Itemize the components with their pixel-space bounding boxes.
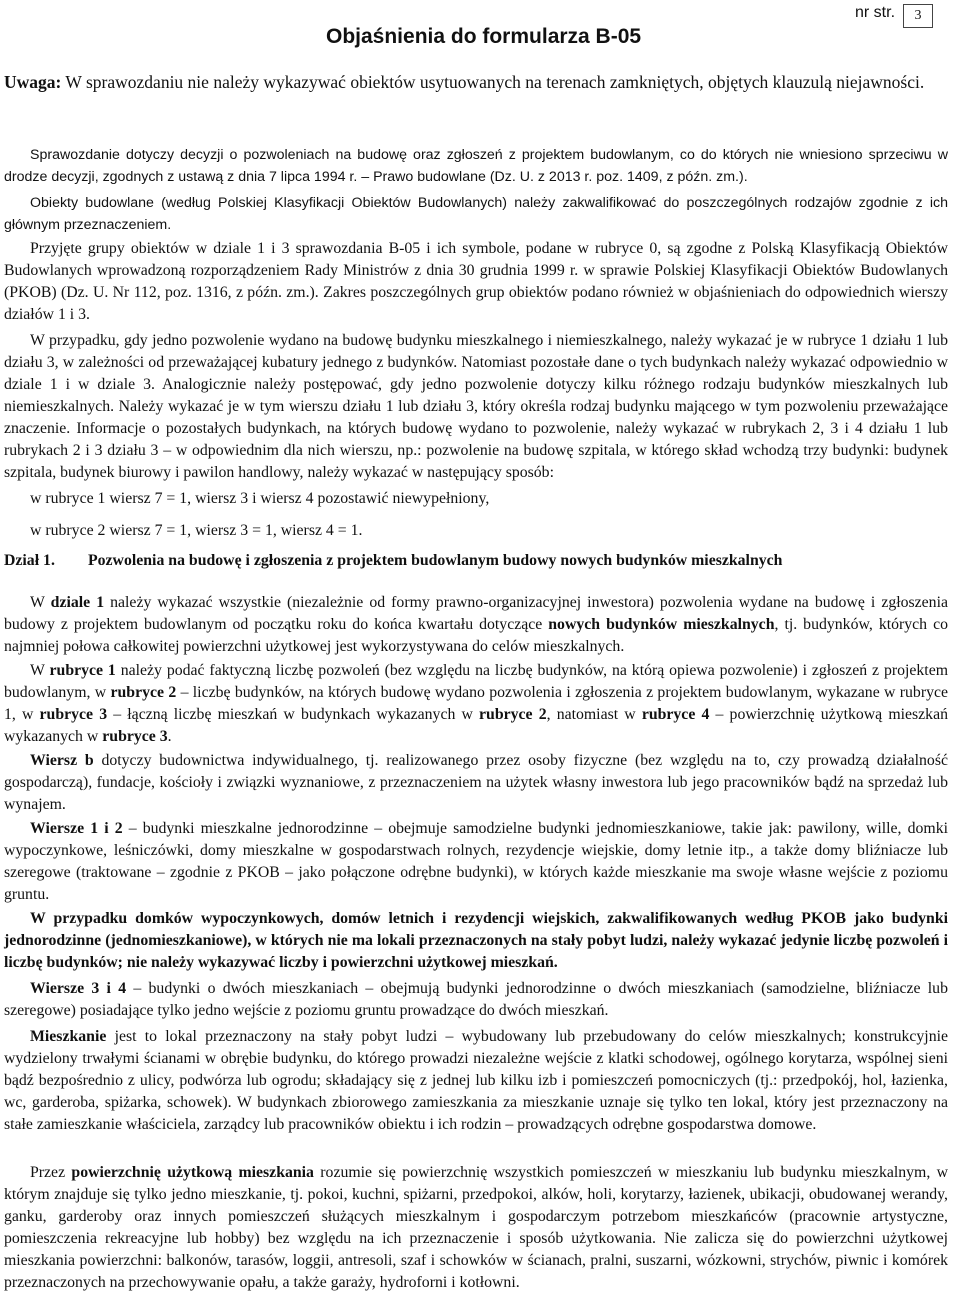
section-title: Pozwolenia na budowę i zgłoszenia z projektem budowlanym budowy nowych budynków mieszkalnych bbox=[88, 552, 783, 569]
section-heading bbox=[4, 552, 783, 570]
paragraph-wiersze-3-4: Wiersze 3 i 4 – budynki o dwóch mieszkaniach – obejmują budynki jednorodzinne o dwóch mieszkaniach (samodzielne, bliźniacze lub szeregowe) posiadające tylko jedno wejście z poziomu gruntu prowadzące do dwóch mieszkań. bbox=[4, 980, 948, 1019]
paragraph-classification: Obiekty budowlane (według Polskiej Klasyfikacji Obiektów Budowlanych) należy zakwalifikować do poszczególnych rodzajów zgodnie z ich głównym przeznaczeniem. bbox=[4, 195, 948, 233]
paragraph-mixed-buildings: W przypadku, gdy jedno pozwolenie wydano na budowę budynku mieszkalnego i niemieszkalnego, należy wykazać je w rubryce 1 działu 1 lub działu 3, w zależności od przeważającej kubatury jednego z budynków. Natomiast pozostałe dane o tych budynkach należy wykazać odpowiednio w dziale 1 i w dziale 3. Analogicznie należy postępować, gdy jedno pozwolenie dotyczy kilku różnego rodzaju budynków mieszkalnych lub niemieszkalnych. Należy wykazać je w tym wierszu działu 1 lub działu 3, który określa rodzaj budynku mającego w tym pozwoleniu przeważające znaczenie. Informacje o pozostałych budynkach, na których budowę wydano to pozwolenie, należy wykazać w rubrykach 2, 3 i 4 działu 1 lub rubrykach 2 i 3 działu 3 – w odpowiednim dla nich wierszu, np.: pozwolenie na budowę szpitala, w którego skład wchodzą trzy budynki: budynek szpitala, budynek biurowy i pawilon handlowy, należy wykazać w następujący sposób: bbox=[4, 332, 948, 481]
page-number-label: nr str. bbox=[855, 4, 896, 21]
paragraph-intro: Sprawozdanie dotyczy decyzji o pozwoleniach na budowę oraz zgłoszeń z projektem budowlanym, co do których nie wniesiono sprzeciwu w drodze decyzji, zgodnych z ustawą z dnia 7 lipca 1994 r. – Prawo budowlane (Dz. U. z 2013 r. poz. 1409, z późn. zm.). bbox=[4, 147, 948, 185]
paragraph-wiersze-1-2: Wiersze 1 i 2 – budynki mieszkalne jednorodzinne – obejmuje samodzielne budynki jednomieszkaniowe, takie jak: pawilony, wille, domki wypoczynkowe, leśniczówki, domy mieszkalne w gospodarstwach rolnych, rezydencje wiejskie, domy letnie itp., a także domy bliźniacze lub szeregowe (traktowane – zgodnie z PKOB – jako połączone odrębne budynki), w których każde mieszkanie ma swoje własne wejście z poziomu gruntu. bbox=[4, 820, 948, 903]
page-number-box: 3 bbox=[903, 4, 933, 28]
uwaga-note bbox=[4, 70, 948, 94]
example-line-2: w rubryce 2 wiersz 7 = 1, wiersz 3 = 1, wiersz 4 = 1. bbox=[30, 522, 363, 539]
page-number-field bbox=[855, 4, 933, 28]
page-title: Objaśnienia do formularza B-05 bbox=[326, 25, 642, 48]
paragraph-wiersz-b: Wiersz b dotyczy budownictwa indywidualnego, tj. realizowanego przez osoby fizyczne (bez względu na to, czy prowadzą działalność gospodarczą), fundacje, kościoły i związki wyznaniowe, z przeznaczeniem na użytek własny inwestora lub jego pracowników bądź na sprzedaż lub wynajem. bbox=[4, 752, 948, 813]
uwaga-text: W sprawozdaniu nie należy wykazywać obiektów usytuowanych na terenach zamkniętych, objętych klauzulą niejawności. bbox=[61, 72, 925, 92]
paragraph-mieszkanie: Mieszkanie jest to lokal przeznaczony na stały pobyt ludzi – wybudowany lub przebudowany do celów mieszkalnych; konstrukcyjnie wydzielony trwałymi ścianami w obrębie budynku, do którego prowadzi niezależne wejście z klatki schodowej, ogólnego korytarza, wspólnej sieni bądź bezpośrednio z ulicy, podwórza lub ogrodu; składający się z jednej lub kilku izb i pomieszczeń pomocniczych (tj.: przedpokój, hol, łazienka, wc, garderoba, spiżarka, schowek). W budynkach zbiorowego zamieszkania za mieszkanie uznaje się tylko ten lokal, który jest przeznaczony na stałe zamieszkanie właściciela, zarządcy lub pracowników obiektu i ich rodzin – prowadzących odrębne gospodarstwa domowe. bbox=[4, 1028, 948, 1133]
section-label: Dział 1. bbox=[4, 552, 55, 569]
example-line-1: w rubryce 1 wiersz 7 = 1, wiersz 3 i wiersz 4 pozostawić niewypełniony, bbox=[30, 490, 490, 507]
uwaga-label: Uwaga: bbox=[4, 72, 62, 92]
paragraph-rubryki: W rubryce 1 należy podać faktyczną liczbę pozwoleń (bez względu na liczbę budynków, na którą opiewa pozwolenie) i zgłoszeń z projektem budowlanym, w rubryce 2 – liczbę budynków, na których budowę wydano pozwolenia i zgłoszenia z projektem budowlanym, wykazane w rubryce 1, w rubryce 3 – łączną liczbę mieszkań w budynkach wykazanych w rubryce 2, natomiast w rubryce 4 – powierzchnię użytkową mieszkań wykazanych w rubryce 3. bbox=[4, 662, 948, 745]
paragraph-groups: Przyjęte grupy obiektów w dziale 1 i 3 sprawozdania B-05 i ich symbole, podane w rubryce 0, są zgodne z Polską Klasyfikacją Obiektów Budowlanych wprowadzoną rozporządzeniem Rady Ministrów z dnia 30 grudnia 1999 r. w sprawie Polskiej Klasyfikacji Obiektów Budowlanych (PKOB) (Dz. U. Nr 112, poz. 1316, z późn. zm.). Zakres poszczególnych grup obiektów podano również w objaśnieniach do odpowiednich wierszy działów 1 i 3. bbox=[4, 240, 948, 323]
paragraph-dzial-1: W dziale 1 należy wykazać wszystkie (niezależnie od formy prawno-organizacyjnej inwestora) pozwolenia wydane na budowę i zgłoszenia budowy z projektem budowlanym od początku roku do końca kwartału dotyczące nowych budynków mieszkalnych, tj. budynków, których co najmniej połowa całkowitej powierzchni użytkowej jest wykorzystywana do celów mieszkalnych. bbox=[4, 594, 948, 655]
paragraph-domki: W przypadku domków wypoczynkowych, domów letnich i rezydencji wiejskich, zakwalifikowanych według PKOB jako budynki jednorodzinne (jednomieszkaniowe), w których nie ma lokali przeznaczonych na stały pobyt ludzi, należy wykazać jedynie liczbę pozwoleń i liczbę budynków; nie należy wykazywać liczby i powierzchni użytkowej mieszkań. bbox=[4, 910, 948, 971]
paragraph-powierzchnia: Przez powierzchnię użytkową mieszkania rozumie się powierzchnię wszystkich pomieszczeń w mieszkaniu lub budynku mieszkalnym, w którym znajduje się tylko jedno mieszkanie, tj. pokoi, kuchni, spiżarni, przedpokoi, alków, holi, korytarzy, łazienek, ubikacji, obudowanej werandy, ganku, garderoby oraz innych pomieszczeń służących mieszkalnym i gospodarczym potrzebom mieszkańców (pracownie artystyczne, pomieszczenia rekreacyjne lub hobby) bez względu na ich przeznaczenie i sposób użytkowania. Nie zalicza się do powierzchni użytkowej mieszkania powierzchni: balkonów, tarasów, loggii, antresoli, szaf i schowków w ścianach, pralni, suszarni, wózkowni, strychów, piwnic i komórek przeznaczonych na przechowywanie opału, a także garaży, hydroforni i kotłowni. bbox=[4, 1164, 949, 1291]
